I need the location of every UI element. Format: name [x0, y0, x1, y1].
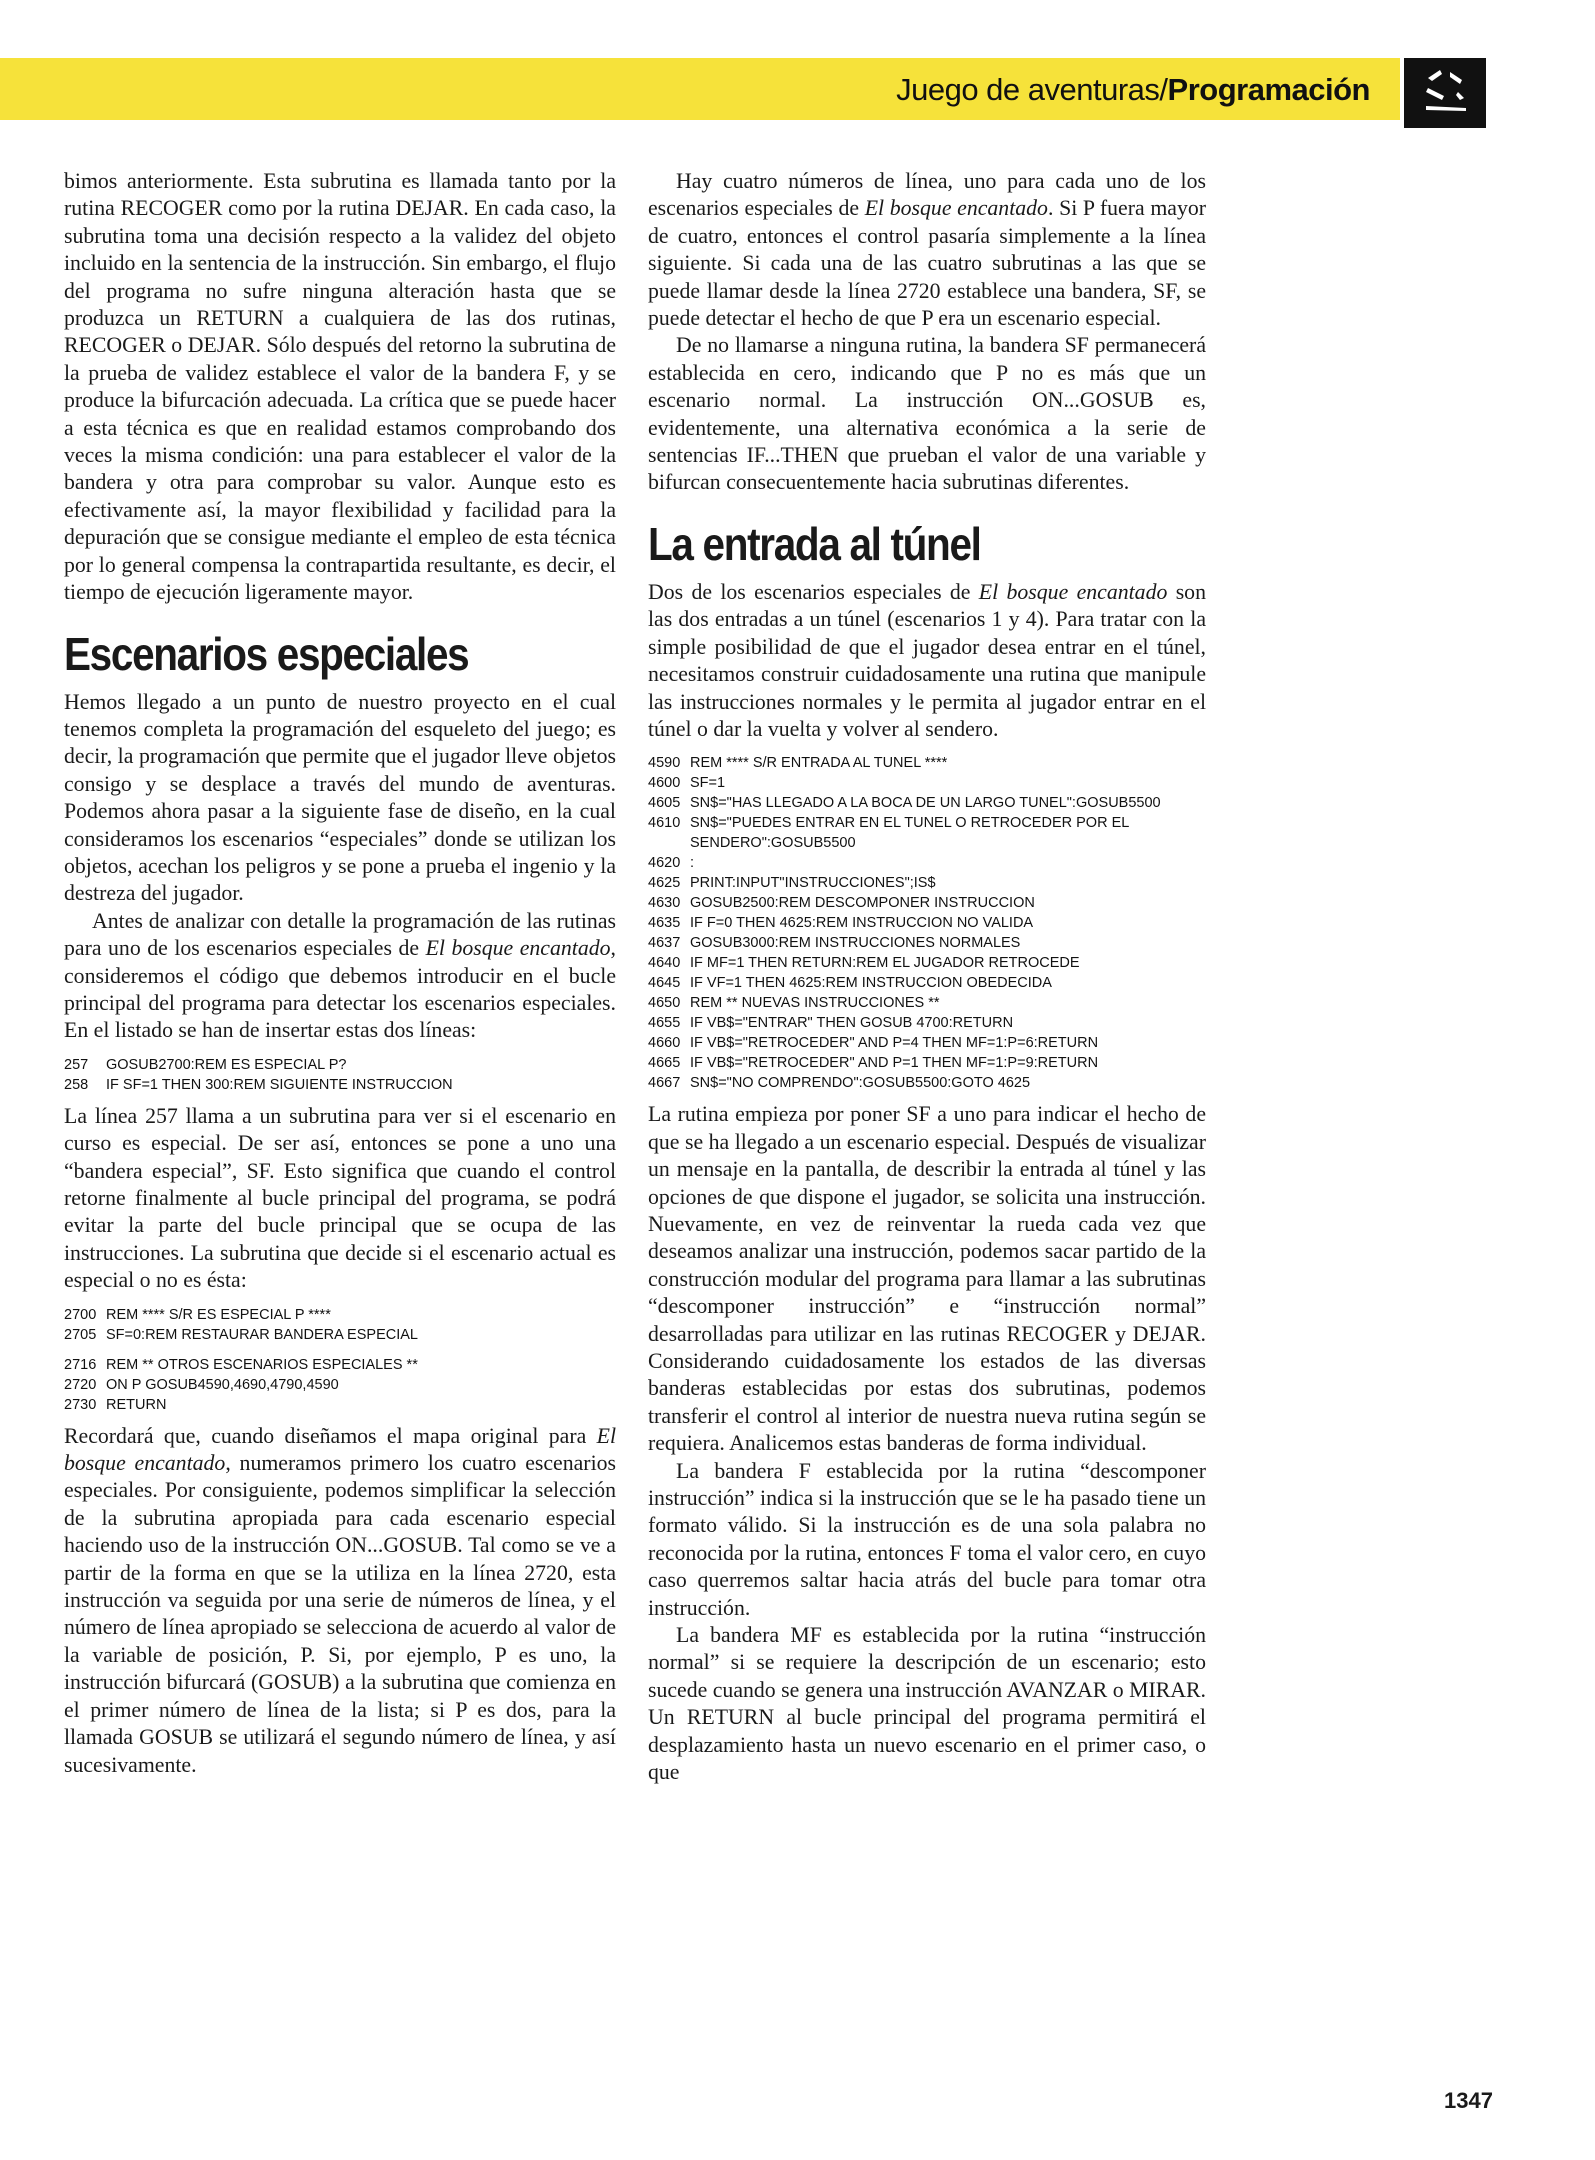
code-line: 4605 SN$="HAS LLEGADO A LA BOCA DE UN LARGO TUNEL":GOSUB5500: [648, 795, 1161, 812]
code-line: 258 IF SF=1 THEN 300:REM SIGUIENTE INSTRUCCION: [64, 1076, 453, 1093]
code-line: 4630 GOSUB2500:REM DESCOMPONER INSTRUCCION: [648, 895, 1035, 912]
paragraph: bimos anteriormente. Esta subrutina es llamada tanto por la rutina RECOGER como por la rutina DEJAR. En cada caso, la subrutina toma una decisión respecto a la validez del objeto incluido en la sentencia de la instrucción. Sin embargo, el flujo del programa no sufre ninguna alteración hasta que se produzca un RETURN a cualquiera de las dos rutinas, RECOGER o DEJAR. Sólo después del retorno la subrutina de la prueba de validez establece el valor de la bandera F, y se produce la bifurcación adecuada. La crítica que se puede hacer a esta técnica es que en realidad estamos comprobando dos veces la misma condición: una para establecer el valor de la bandera y otra para comprobar su valor. Aunque esto es efectivamente así, la mayor flexibilidad y facilidad para la depuración que se consigue mediante el empleo de esta técnica por lo general compensa la contrapartida resultante, es decir, el tiempo de ejecución ligeramente mayor.: [64, 169, 616, 605]
code-line: 2705 SF=0:REM RESTAURAR BANDERA ESPECIAL: [64, 1326, 418, 1343]
code-line: 2720 ON P GOSUB4590,4690,4790,4590: [64, 1376, 339, 1393]
paragraph: La línea 257 llama a un subrutina para ver si el escenario en curso es especial. De ser así, entonces se pone a uno una “bandera especial”, SF. Esto significa que cuando el control retorne finalmente al bucle principal del programa, se podrá evitar la parte del bucle principal que se ocupa de las instrucciones. La subrutina que decide si el escenario actual es especial o no es ésta:: [64, 1103, 616, 1293]
section-heading-escenarios: Escenarios especiales: [64, 627, 469, 680]
series-logo-icon: [1404, 58, 1486, 128]
code-line: 4590 REM **** S/R ENTRADA AL TUNEL ****: [648, 755, 948, 772]
code-line: 4600 SF=1: [648, 775, 726, 792]
code-line: 4655 IF VB$="ENTRAR" THEN GOSUB 4700:RETURN: [648, 1015, 1014, 1032]
code-line: 4660 IF VB$="RETROCEDER" AND P=4 THEN MF=1:P=6:RETURN: [648, 1035, 1099, 1052]
code-line: 4620 :: [648, 855, 695, 872]
book-title: El bosque encantado: [978, 579, 1168, 604]
code-line: 4637 GOSUB3000:REM INSTRUCCIONES NORMALES: [648, 935, 1021, 952]
left-column: [64, 168, 616, 1779]
header-category: Programación: [1167, 72, 1370, 107]
code-line: 4645 IF VF=1 THEN 4625:REM INSTRUCCION OBEDECIDA: [648, 975, 1052, 992]
paragraph: De no llamarse a ninguna rutina, la bandera SF permanecerá establecida en cero, indicando que P no es más que un escenario normal. La instrucción ON...GOSUB es, evidentemente, una alternativa económica a la serie de sentencias IF...THEN que prueban el valor de una variable y bifurcan consecuentemente hacia subrutinas diferentes.: [648, 333, 1206, 495]
code-line: 4650 REM ** NUEVAS INSTRUCCIONES **: [648, 995, 940, 1012]
code-line: 257 GOSUB2700:REM ES ESPECIAL P?: [64, 1056, 347, 1073]
code-line: 4667 SN$="NO COMPRENDO":GOSUB5500:GOTO 4625: [648, 1075, 1031, 1092]
paragraph: La bandera MF es establecida por la rutina “instrucción normal” si se requiere la descripción de un escenario; esto sucede cuando se genera una instrucción AVANZAR o MIRAR. Un RETURN al bucle principal del programa permitirá el desplazamiento hasta un nuevo escenario en el primer caso, o que: [648, 1623, 1206, 1785]
page-number: 1347: [1444, 2088, 1493, 2113]
book-title: El bosque encantado: [64, 1423, 616, 1476]
paragraph: Hay cuatro números de línea, uno para cada uno de los escenarios especiales de El bosque encantado. Si P fuera mayor de cuatro, entonces el control pasaría simplemente a la línea siguiente. Si cada una de las cuatro subrutinas a las que se puede llamar desde la línea 2720 establece una bandera, SF, se puede detectar el hecho de que P era un escenario especial.: [648, 169, 1207, 331]
paragraph: La rutina empieza por poner SF a uno para indicar el hecho de que se ha llegado a un escenario especial. Después de visualizar un mensaje en la pantalla, de describir la entrada al túnel y las opciones de que dispone el jugador, se solicita una instrucción. Nuevamente, en vez de reinventar la rueda cada vez que deseamos analizar una instrucción, podemos sacar partido de la construcción modular del programa para llamar a las subrutinas “descomponer instrucción” e “instrucción normal” desarrolladas para utilizar en las rutinas RECOGER y DEJAR. Considerando cuidadosamente los estados de las diversas banderas establecidas por estas dos subrutinas, podemos transferir el control al interior de nuestra nueva rutina según se requiera. Analicemos estas banderas de forma individual.: [648, 1102, 1206, 1456]
code-line: 4610 SN$="PUEDES ENTRAR EN EL TUNEL O RETROCEDER POR EL SENDERO":GOSUB5500: [648, 815, 1129, 852]
code-line: 4665 IF VB$="RETROCEDER" AND P=1 THEN MF=1:P=9:RETURN: [648, 1055, 1099, 1072]
paragraph: Dos de los escenarios especiales de El bosque encantado son las dos entradas a un túnel (escenarios 1 y 4). Para tratar con la simple posibilidad de que el jugador desea entrar en el túnel, necesitamos construir cuidadosamente una rutina que manipule las instrucciones normales y le permita al jugador entrar en el túnel o dar la vuelta y volver al sendero.: [648, 579, 1206, 741]
code-line: 4635 IF F=0 THEN 4625:REM INSTRUCCION NO VALIDA: [648, 915, 1034, 932]
code-listing-2: [64, 1305, 616, 1345]
code-line: 2700 REM **** S/R ES ESPECIAL P ****: [64, 1306, 331, 1323]
book-title: El bosque encantado: [425, 936, 611, 961]
code-listing-3: [64, 1355, 616, 1415]
paragraph: Hemos llegado a un punto de nuestro proyecto en el cual tenemos completa la programación del esqueleto del juego; es decir, la programación que permite que el jugador lleve objetos consigo y se desplace a través del mundo de aventuras. Podemos ahora pasar a la siguiente fase de diseño, en la cual consideramos los escenarios “especiales” donde se utilizan los objetos, acechan los peligros y se pone a prueba el ingenio y la destreza del jugador.: [64, 689, 616, 906]
paragraph: Recordará que, cuando diseñamos el mapa original para El bosque encantado, numeramos primero los cuatro escenarios especiales. Por consiguiente, podemos simplificar la selección de la subrutina apropiada para cada escenario especial haciendo uso de la instrucción ON...GOSUB. Tal como se ve a partir de la forma en que se la utiliza en la línea 2720, esta instrucción va seguida por una serie de números de línea, y el número de línea apropiado se selecciona de acuerdo al valor de la variable de posición, P. Si, por ejemplo, P es uno, la instrucción bifurcará (GOSUB) a la subrutina que comienza en el primer número de línea de la lista; si P es dos, para la llamada GOSUB se utilizará el segundo número de línea, y así sucesivamente.: [64, 1423, 617, 1777]
code-line: 2730 RETURN: [64, 1396, 167, 1413]
right-column: [648, 168, 1206, 1786]
code-line: 2716 REM ** OTROS ESCENARIOS ESPECIALES **: [64, 1356, 418, 1373]
section-heading-tunel: La entrada al túnel: [648, 517, 981, 570]
running-header: [896, 62, 1370, 117]
paragraph: Antes de analizar con detalle la programación de las rutinas para uno de los escenarios especiales de El bosque encantado, consideremos el código que debemos introducir en el bucle principal del programa para detectar los escenarios especiales. En el listado se han de insertar estas dos líneas:: [64, 908, 616, 1043]
book-title: El bosque encantado: [864, 196, 1048, 221]
paragraph: La bandera F establecida por la rutina “descomponer instrucción” indica si la instrucción que se le ha pasado tiene un formato válido. Si la instrucción es de una sola palabra no reconocida por la rutina, entonces F toma el valor cero, en cuyo caso querremos saltar hacia atrás del bucle para tomar otra instrucción.: [648, 1458, 1206, 1620]
code-line: 4640 IF MF=1 THEN RETURN:REM EL JUGADOR RETROCEDE: [648, 955, 1080, 972]
code-listing-1: [64, 1055, 616, 1095]
code-listing-tunel: [648, 753, 1206, 1093]
header-section: Juego de aventuras/: [896, 72, 1168, 107]
code-line: 4625 PRINT:INPUT"INSTRUCCIONES";IS$: [648, 875, 936, 892]
